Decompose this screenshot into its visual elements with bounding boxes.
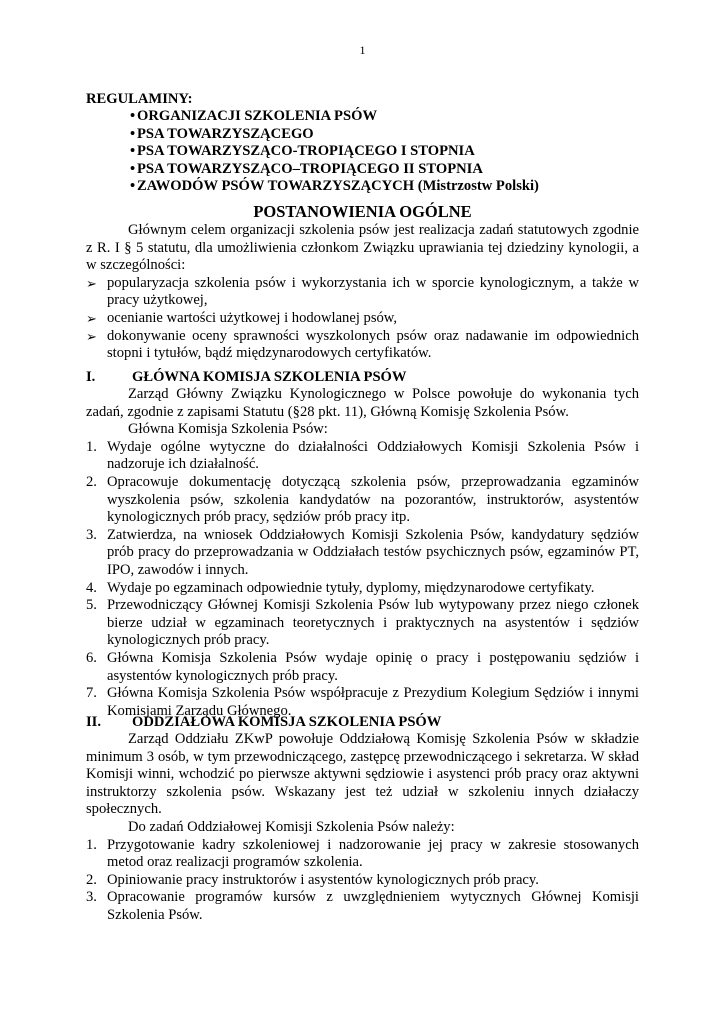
item-number: 1. <box>86 438 97 455</box>
item-text: Opracowuje dokumentację dotyczącą szkolenia psów, przeprowadzania egzaminów wyszkolenia psów, szkolenia kandydatów na pozorantów, instruktorów, asystentów kynologicznych prób pracy, sędziów prób pracy itp. <box>107 473 639 526</box>
item-number: 5. <box>86 597 97 614</box>
general-point <box>86 310 639 328</box>
section-1-item <box>86 527 639 580</box>
regulations-title: REGULAMINY: <box>86 91 193 107</box>
regulations-item: • PSA TOWARZYSZĄCO–TROPIĄCEGO II STOPNIA <box>86 161 539 179</box>
section-2-number: II. <box>86 714 102 730</box>
general-point-text: popularyzacja szkolenia psów i wykorzystania ich w sporcie kynologicznym, a także w pracy użytkowej, <box>107 274 639 309</box>
regulations-item: • ZAWODÓW PSÓW TOWARZYSZĄCYCH (Mistrzostw Polski) <box>86 178 539 196</box>
item-text: Wydaje ogólne wytyczne do działalności Oddziałowych Komisji Szkolenia Psów i nadzoruje ich działalność. <box>107 438 639 473</box>
arrow-bullet-icon: ➢ <box>86 275 97 291</box>
section-2-item <box>86 837 639 872</box>
item-text: Przewodniczący Głównej Komisji Szkolenia Psów lub wytypowany przez niego członek bierze udział w egzaminach teoretycznych i praktycznych na asystentów i sędziów kynologicznych prób pracy. <box>107 597 639 649</box>
general-point <box>86 275 639 310</box>
item-number: 7. <box>86 685 97 702</box>
section-2-intro: Zarząd Oddziału ZKwP powołuje Oddziałową Komisję Szkolenia Psów w składzie minimum 3 osób, w tym przewodniczącego, zastępcę przewodniczącego i sekretarza. W skład Komisji winni, wchodzić po pierwsze aktywni sędziowie i asystenci prób pracy oraz aktywni instruktorzy szkolenia psów. Wskazany jest też udział w szkoleniu innych działaczy społecznych. <box>86 731 639 818</box>
general-point-text: ocenianie wartości użytkowej i hodowlanej psów, <box>107 309 398 326</box>
regulations-item: • PSA TOWARZYSZĄCEGO <box>86 126 539 144</box>
section-1-item <box>86 439 639 474</box>
general-provisions-title: POSTANOWIENIA OGÓLNE <box>253 202 472 221</box>
section-1-item <box>86 597 639 650</box>
arrow-bullet-icon: ➢ <box>86 328 97 344</box>
item-text: Główna Komisja Szkolenia Psów współpracuje z Prezydium Kolegium Sędziów i innymi Komisjami Zarządu Głównego. <box>107 685 639 719</box>
item-text: Wydaje po egzaminach odpowiednie tytuły, dyplomy, międzynarodowe certyfikaty. <box>107 579 595 596</box>
section-2-title: ODDZIAŁOWA KOMISJA SZKOLENIA PSÓW <box>132 714 442 730</box>
general-point-text: dokonywanie oceny sprawności wyszkolonych psów oraz nadawanie im odpowiednich stopni i tytułów, bądź międzynarodowych certyfikatów. <box>107 327 639 362</box>
section-2-item <box>86 889 639 924</box>
section-1-heading <box>86 369 407 387</box>
item-text: Główna Komisja Szkolenia Psów wydaje opinię o pracy i postępowaniu sędziów i asystentów kynologicznych prób pracy. <box>107 649 639 684</box>
section-2-lead: Do zadań Oddziałowej Komisji Szkolenia Psów należy: <box>128 818 455 835</box>
section-1-lead: Główna Komisja Szkolenia Psów: <box>128 421 328 438</box>
section-2-heading <box>86 714 441 732</box>
section-1-item <box>86 650 639 685</box>
page-number: 1 <box>359 43 366 57</box>
section-1-title: GŁÓWNA KOMISJA SZKOLENIA PSÓW <box>132 369 407 385</box>
general-intro: Głównym celem organizacji szkolenia psów jest realizacja zadań statutowych zgodnie z R. I § 5 statutu, dla umożliwienia członkom Związku uprawiania tej dziedziny kynologii, a w szczególności: <box>86 222 639 274</box>
general-point <box>86 328 639 363</box>
item-number: 2. <box>86 871 97 888</box>
regulations-list <box>86 108 539 196</box>
item-text: Zatwierdza, na wniosek Oddziałowych Komisji Szkolenia Psów, kandydatury sędziów prób pracy do przeprowadzania w Oddziałach testów psychicznych psów, egzaminów PT, IPO, zawodów i innych. <box>107 526 639 578</box>
item-text: Opracowanie programów kursów z uwzględnieniem wytycznych Głównej Komisji Szkolenia Psów. <box>107 889 639 923</box>
regulations-item: • PSA TOWARZYSZĄCO-TROPIĄCEGO I STOPNIA <box>86 143 539 161</box>
section-1-number: I. <box>86 369 96 385</box>
item-number: 3. <box>86 889 97 906</box>
item-text: Opiniowanie pracy instruktorów i asystentów kynologicznych prób pracy. <box>107 871 539 888</box>
section-2-body <box>86 731 639 925</box>
section-2-item <box>86 872 639 890</box>
regulations-item: • ORGANIZACJI SZKOLENIA PSÓW <box>86 108 539 126</box>
section-1-item <box>86 580 639 598</box>
item-text: Przygotowanie kadry szkoleniowej i nadzorowanie jej pracy w zakresie stosowanych metod oraz realizacji programów szkolenia. <box>107 836 639 871</box>
item-number: 2. <box>86 473 97 490</box>
arrow-bullet-icon: ➢ <box>86 310 97 326</box>
section-1-intro: Zarząd Główny Związku Kynologicznego w Polsce powołuje do wykonania tych zadań, zgodnie z zapisami Statutu (§28 pkt. 11), Główną Komisję Szkolenia Psów. <box>86 386 639 420</box>
section-1-body <box>86 386 639 720</box>
item-number: 3. <box>86 526 97 543</box>
section-1-item <box>86 474 639 527</box>
item-number: 4. <box>86 579 97 596</box>
item-number: 6. <box>86 649 97 666</box>
general-provisions-body <box>86 222 639 363</box>
item-number: 1. <box>86 836 97 853</box>
